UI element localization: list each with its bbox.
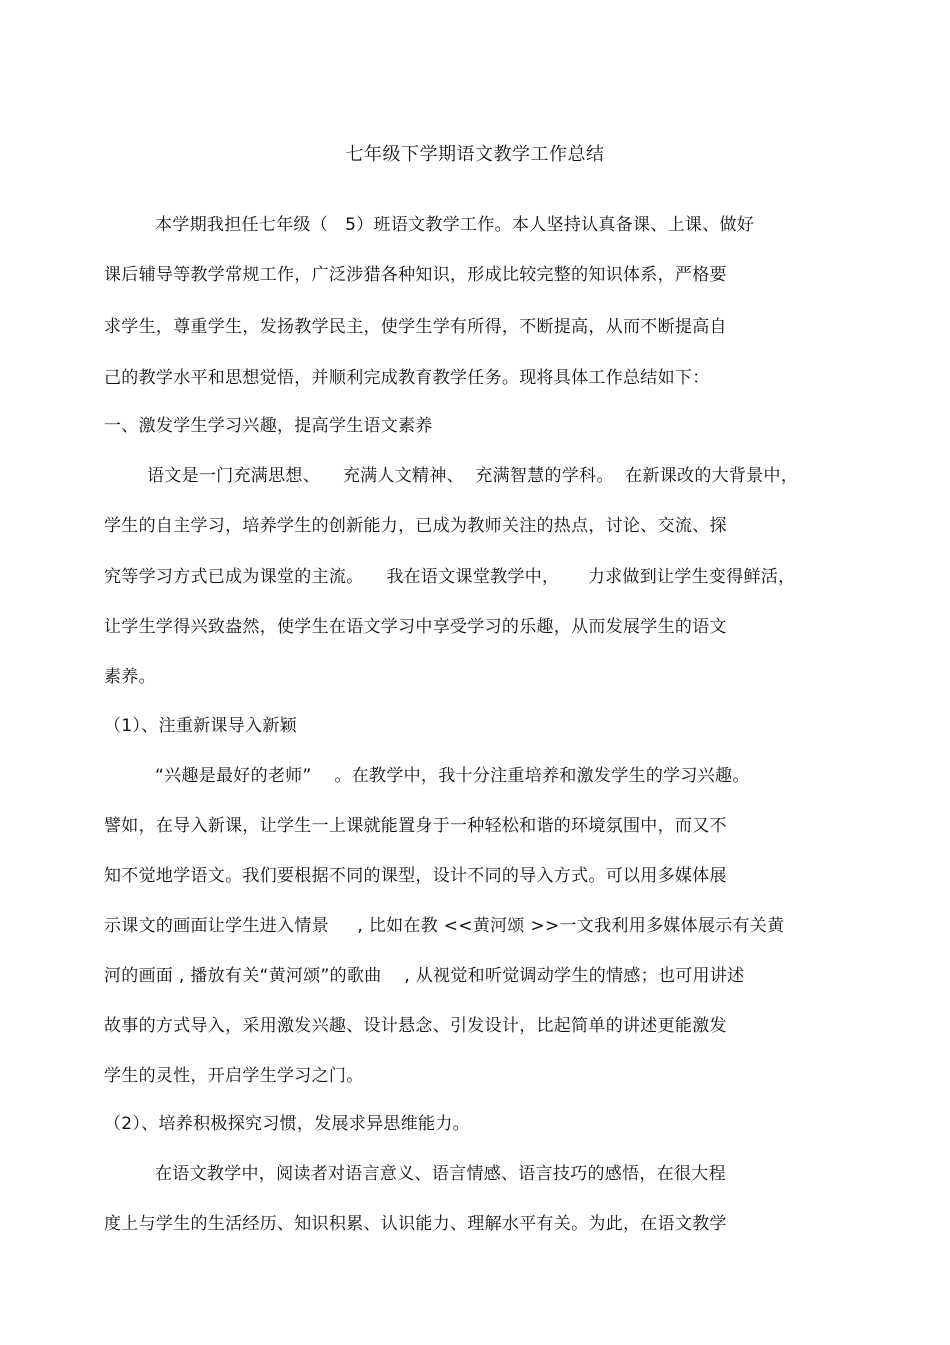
paragraph-line: 究等学习方式已成为课堂的主流。 我在语文课堂教学中， 力求做到让学生变得鲜活， xyxy=(104,567,796,587)
document-title: 七年级下学期语文教学工作总结 xyxy=(345,144,605,165)
paragraph-line: 度上与学生的生活经历、知识积累、认识能力、理解水平有关。为此，在语文教学 xyxy=(104,1214,727,1234)
paragraph-line: 河的画面 , 播放有关“黄河颂”的歌曲 , 从视觉和听觉调动学生的情感；也可用讲述 xyxy=(104,966,745,986)
paragraph-line: 在语文教学中，阅读者对语言意义、语言情感、语言技巧的感悟，在很大程 xyxy=(155,1164,726,1184)
paragraph-line: “兴趣是最好的老师” 。在教学中，我十分注重培养和激发学生的学习兴趣。 xyxy=(155,766,750,786)
subsection-heading: （1）、注重新课导入新颖 xyxy=(104,716,297,736)
paragraph-line: 己的教学水平和思想觉悟，并顺利完成教育教学任务。现将具体工作总结如下： xyxy=(104,368,710,388)
paragraph-line: 素养。 xyxy=(104,667,156,687)
paragraph-line: 譬如，在导入新课，让学生一上课就能置身于一种轻松和谐的环境氛围中，而又不 xyxy=(104,816,727,836)
paragraph-line: 知不觉地学语文。我们要根据不同的课型，设计不同的导入方式。可以用多媒体展 xyxy=(104,866,727,886)
paragraph-line: 故事的方式导入，采用激发兴趣、设计悬念、引发设计，比起简单的讲述更能激发 xyxy=(104,1016,727,1036)
section-heading: 一、激发学生学习兴趣，提高学生语文素养 xyxy=(104,416,433,436)
paragraph-line: 示课文的画面让学生进入情景 , 比如在教 <<黄河颂 >>一文我利用多媒体展示有关黄 xyxy=(104,916,785,936)
paragraph-line: 求学生，尊重学生，发扬教学民主，使学生学有所得，不断提高，从而不断提高自 xyxy=(104,317,727,337)
paragraph-line: 学生的自主学习，培养学生的创新能力，已成为教师关注的热点，讨论、交流、探 xyxy=(104,516,727,536)
subsection-heading: （2）、培养积极探究习惯，发展求异思维能力。 xyxy=(104,1114,470,1134)
paragraph-line: 学生的灵性，开启学生学习之门。 xyxy=(104,1066,364,1086)
paragraph-line: 本学期我担任七年级（ 5）班语文教学工作。本人坚持认真备课、上课、做好 xyxy=(155,215,755,235)
paragraph-line: 让学生学得兴致盎然，使学生在语文学习中享受学习的乐趣，从而发展学生的语文 xyxy=(104,617,727,637)
paragraph-line: 语文是一门充满思想、 充满人文精神、 充满智慧的学科。 在新课改的大背景中， xyxy=(147,466,799,486)
paragraph-line: 课后辅导等教学常规工作，广泛涉猎各种知识，形成比较完整的知识体系，严格要 xyxy=(104,265,727,285)
